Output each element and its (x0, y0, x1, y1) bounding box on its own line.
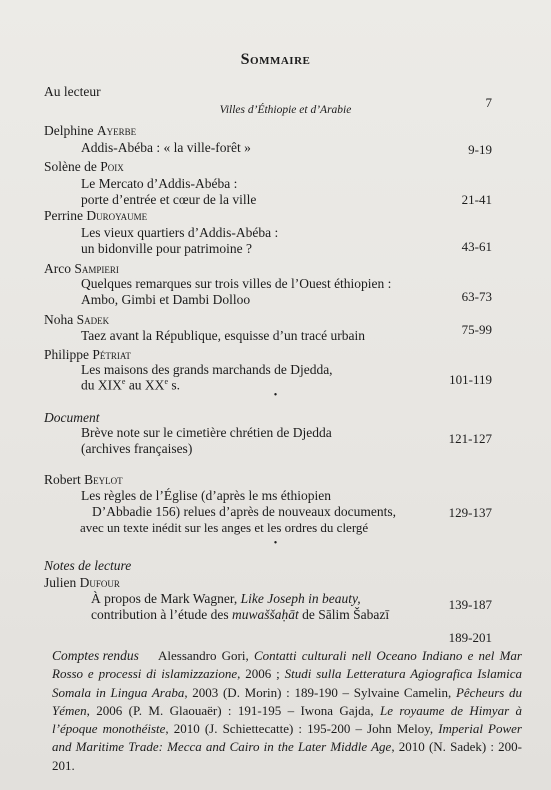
entry-author: Solène de Poix (44, 159, 124, 174)
separator-dot: • (273, 390, 278, 401)
entry-pages: 101-119 (449, 372, 492, 387)
entry-pages: 139-187 (448, 597, 492, 612)
comptes-rendus-text: Alessandro Gori, Contatti culturali nell Oceano Indiano e nel Mar Rosso e processi di islamizzazione, 2006 ; Studi sulla Letteratura Agiografica Islamica Somala in Lingua Araba, 2003 (D. Morin) : 189-190 – Sylvaine Camelin, Pêcheurs du Yémen, 2006 (P. M. Glaouaër) : 191-195 – Iwona Gajda, Le royaume de Himyar à l’époque monothéiste, 2010 (J. Schiettecatte) : 195-200 – John Meloy, Imperial Power and Maritime Trade: Mecca and Cairo in the Later Middle Age, 2010 (N. Sadek) : 200-201. (52, 648, 523, 773)
entry-title: porte d’entrée et cœur de la ville (81, 192, 257, 207)
entry-title: contribution à l’étude des muwaššaḥāt de Sālim Šabazī (91, 607, 390, 622)
section-label: Document (44, 410, 100, 425)
separator-dot: • (273, 538, 278, 549)
entry-author: Julien Dufour (44, 575, 120, 590)
entry-author: Arco Sampieri (44, 261, 119, 276)
entry-author: Philippe Pétriat (44, 347, 131, 362)
au-lecteur-label: Au lecteur (44, 84, 101, 99)
section-label: Comptes rendus (52, 648, 139, 663)
entry-title: Addis-Abéba : « la ville-forêt » (81, 140, 251, 155)
entry-title: avec un texte inédit sur les anges et les ordres du clergé (80, 520, 369, 535)
entry-pages: 21-41 (461, 192, 492, 207)
entry-author: Noha Sadek (44, 312, 110, 327)
entry-author: Delphine Ayerbe (44, 123, 137, 138)
entry-title: Brève note sur le cimetière chrétien de Djedda (81, 425, 332, 440)
entry-pages: 75-99 (461, 322, 492, 337)
entry-pages: 63-73 (461, 289, 492, 304)
entry-pages: 189-201 (448, 630, 492, 645)
entry-title: Le Mercato d’Addis-Abéba : (81, 176, 238, 191)
entry-pages: 43-61 (461, 239, 492, 254)
page-title: Sommaire (240, 51, 311, 68)
entry-pages: 9-19 (468, 142, 492, 157)
entry-title: À propos de Mark Wagner, Like Joseph in beauty, (91, 591, 361, 606)
entry-title: Ambo, Gimbi et Dambi Dolloo (81, 292, 251, 307)
entry-title: du XIXe au XXe s. (81, 377, 181, 393)
entry-title: (archives françaises) (81, 441, 193, 456)
entry-pages: 121-127 (448, 431, 492, 446)
entry-title: Les maisons des grands marchands de Djedda, (81, 362, 333, 377)
entry-title: un bidonville pour patrimoine ? (81, 241, 252, 256)
entry-title: D’Abbadie 156) relues d’après de nouveaux documents, (92, 504, 397, 519)
entry-title: Les vieux quartiers d’Addis-Abéba : (81, 225, 279, 240)
section-label: Notes de lecture (44, 558, 132, 573)
section-subtitle: Villes d’Éthiopie et d’Arabie (219, 104, 352, 116)
entry-title: Quelques remarques sur trois villes de l’Ouest éthiopien : (81, 276, 392, 291)
entry-title: Taez avant la République, esquisse d’un tracé urbain (81, 328, 365, 343)
entry-pages: 129-137 (448, 505, 492, 520)
entry-author: Perrine Duroyaume (44, 208, 148, 223)
au-lecteur-page: 7 (485, 95, 492, 110)
entry-title: Les règles de l’Église (d’après le ms éthiopien (81, 488, 332, 503)
entry-author: Robert Beylot (44, 472, 123, 487)
